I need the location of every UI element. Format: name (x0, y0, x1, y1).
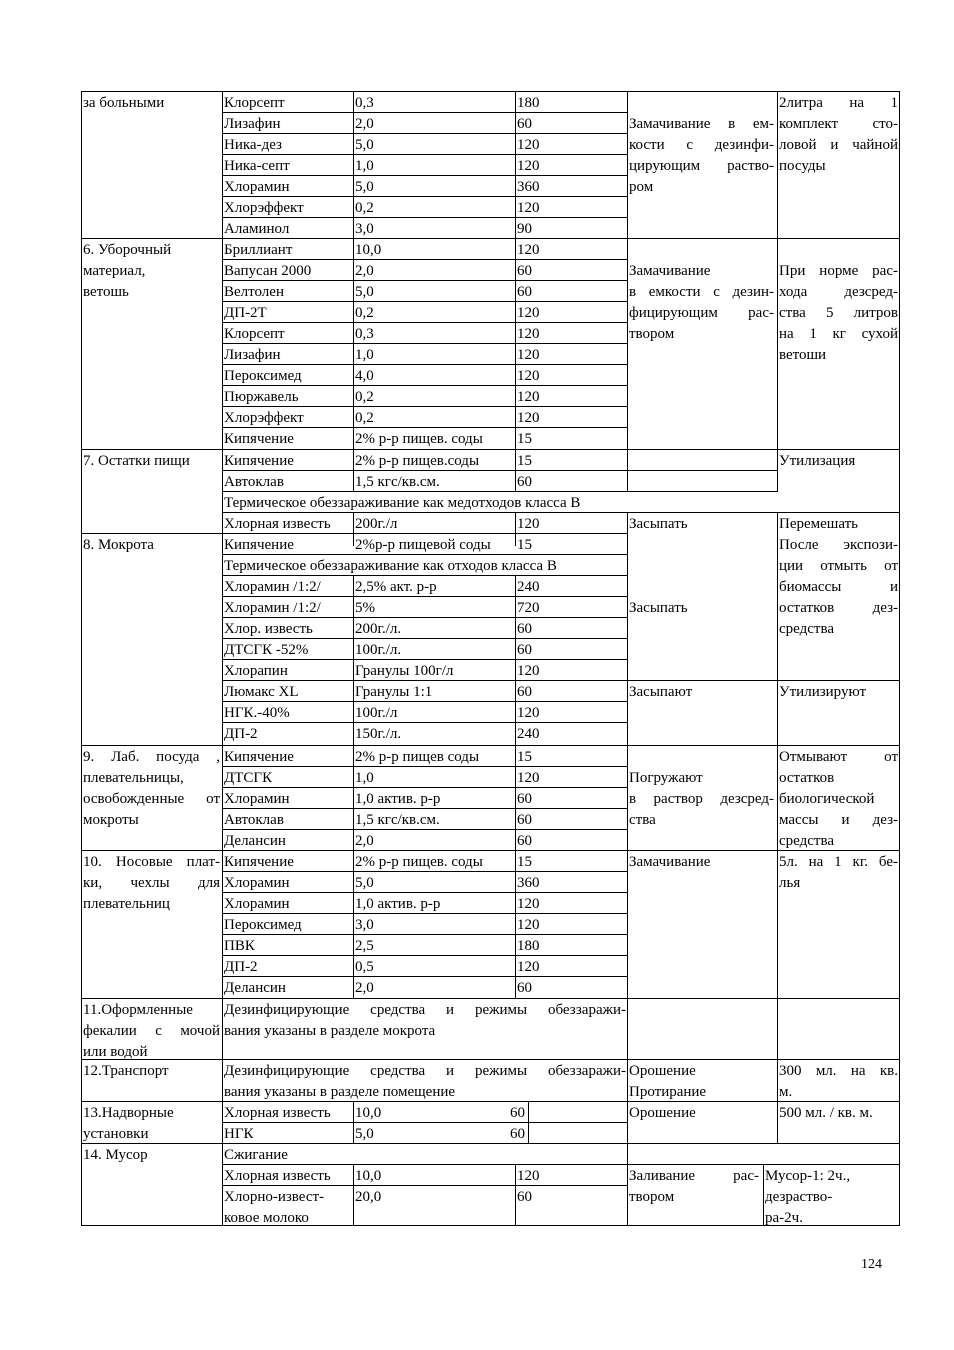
table-rule (81, 998, 900, 999)
method-cell: Орошение Протирание (629, 1063, 707, 1100)
concentration-cell: 3,0 (355, 221, 374, 237)
exposure-cell: 60 (517, 116, 532, 132)
exposure-cell: 120 (517, 389, 540, 405)
method-cell: Заливание рас- твором (629, 1168, 759, 1205)
table-rule (222, 364, 628, 365)
exposure-cell: 120 (517, 368, 540, 384)
exposure-cell: 180 (517, 95, 540, 111)
concentration-cell: 2%р-р пищевой соды (355, 537, 491, 553)
agent-cell: ДТСГК (224, 770, 273, 786)
concentration-cell: 100г./л (355, 705, 398, 721)
agent-cell: Делансин (224, 980, 286, 996)
exposure-cell: 120 (517, 705, 540, 721)
agent-cell: Хлорамин (224, 896, 290, 912)
table-rule (222, 680, 900, 681)
concentration-cell: 20,0 (355, 1189, 382, 1205)
object-cell: 12.Транспорт (83, 1063, 169, 1079)
note-cell: Перемешать После экспози- ции отмыть от биомассы и остатков дез- средства (779, 516, 898, 637)
agent-cell: Хлорамин /1:2/ (224, 579, 321, 595)
table-rule (222, 491, 778, 492)
agent-cell: ДП-2 (224, 959, 258, 975)
agent-cell: Лизафин (224, 116, 281, 132)
exposure-cell: 15 (517, 749, 532, 765)
concentration-cell: 1,5 кгс/кв.см. (355, 812, 440, 828)
table-rule (222, 470, 778, 471)
exposure-cell: 60 (517, 284, 532, 300)
agent-cell: Кипячение (224, 453, 294, 469)
concentration-cell: 1,0 (355, 158, 374, 174)
table-rule (222, 1164, 900, 1165)
agent-cell: Вапусан 2000 (224, 263, 312, 279)
exposure-cell: 240 (517, 579, 540, 595)
exposure-cell: 15 (517, 854, 532, 870)
agent-cell: НГК.-40% (224, 705, 290, 721)
agent-cell: ДП-2Т (224, 305, 267, 321)
concentration-cell: Гранулы 100г/л (355, 663, 454, 679)
exposure-cell: 720 (517, 600, 540, 616)
agent-cell: Хлорная известь (224, 516, 331, 532)
concentration-cell: 5,0 (355, 179, 374, 195)
agent-cell: Ника-дез (224, 137, 282, 153)
agent-cell: Хлорамин /1:2/ (224, 600, 321, 616)
exposure-cell: 120 (517, 326, 540, 342)
agent-cell: Хлорапин (224, 663, 288, 679)
agent-cell: Ника-септ (224, 158, 290, 174)
table-rule (353, 1164, 354, 1226)
burn-cell: Сжигание (224, 1147, 288, 1163)
agent-cell: Пероксимед (224, 368, 302, 384)
exposure-cell: 60 (517, 833, 532, 849)
method-cell: Засыпать (629, 600, 688, 616)
exposure-cell: 60 (517, 1189, 532, 1205)
table-rule (899, 91, 900, 1226)
method-cell: Замачивание в ем- кости с дезинфи- цирующим раство- ром (629, 116, 774, 195)
concentration-cell: 2% р-р пищев. соды (355, 431, 483, 447)
table-rule (222, 955, 628, 956)
object-cell: 6. Уборочный материал, ветошь (83, 242, 172, 300)
exposure-cell: 360 (517, 179, 540, 195)
concentration-cell: 2% р-р пищев. соды (355, 854, 483, 870)
concentration-cell: 3,0 (355, 917, 374, 933)
exposure-cell: 15 (517, 453, 532, 469)
method-cell: Замачивание (629, 854, 711, 870)
concentration-cell: 2,0 (355, 833, 374, 849)
method-cell: Засыпают (629, 684, 693, 700)
agent-cell: Клорсепт (224, 326, 285, 342)
concentration-cell: 1,0 актив. р-р (355, 791, 441, 807)
agent-cell: Пюржавель (224, 389, 299, 405)
object-cell: 13.Надворные установки (83, 1105, 174, 1142)
agent-cell: Кипячение (224, 431, 294, 447)
agent-cell: Хлорэффект (224, 410, 304, 426)
table-rule (763, 1164, 764, 1226)
exposure-cell: 60 (517, 263, 532, 279)
table-rule (81, 1143, 900, 1144)
agent-cell: ДП-2 (224, 726, 258, 742)
exposure-cell: 15 (517, 431, 532, 447)
concentration-cell: 200г./л. (355, 621, 402, 637)
table-rule (81, 745, 900, 746)
exposure-cell: 60 (517, 812, 532, 828)
exposure-cell: 120 (517, 1168, 540, 1184)
table-rule (515, 512, 516, 546)
concentration-cell: 0,2 (355, 200, 374, 216)
concentration-cell: 5,0 (355, 137, 374, 153)
agent-cell: Хлорамин (224, 179, 290, 195)
note-cell: Утилизируют (779, 684, 867, 700)
table-rule (777, 91, 778, 492)
table-rule (222, 322, 628, 323)
concentration-cell: 0,3 (355, 326, 374, 342)
concentration-cell: 2% р-р пищев соды (355, 749, 480, 765)
concentration-cell: 1,0 актив. р-р (355, 896, 441, 912)
agent-cell: Бриллиант (224, 242, 293, 258)
table-rule (222, 976, 628, 977)
agent-cell: НГК (224, 1126, 254, 1142)
concentration-cell: 0,2 (355, 305, 374, 321)
agent-cell: Хлорэффект (224, 200, 304, 216)
exposure-cell: 120 (517, 158, 540, 174)
agent-cell: Аламинол (224, 221, 290, 237)
concentration-cell: 200г./л (355, 516, 398, 532)
agent-cell: Клорсепт (224, 95, 285, 111)
object-cell: 8. Мокрота (83, 537, 154, 553)
merged-text-cell: Дезинфицирующие средства и режимы обеззаражи- вания указаны в разделе мокрота (224, 1002, 626, 1039)
agent-cell: Хлорамин (224, 875, 290, 891)
agent-cell: Хлорная известь (224, 1105, 331, 1121)
concentration-cell: Гранулы 1:1 (355, 684, 433, 700)
table-rule (627, 512, 628, 1226)
agent-cell: Хлор. известь (224, 621, 313, 637)
agent-cell: Кипячение (224, 854, 294, 870)
agent-cell: Пероксимед (224, 917, 302, 933)
object-cell: за больными (83, 95, 165, 111)
concentration-cell: 150г./л. (355, 726, 402, 742)
exposure-cell: 120 (517, 305, 540, 321)
note-cell: 5л. на 1 кг. бе- лья (779, 854, 898, 891)
exposure-cell: 120 (517, 663, 540, 679)
object-cell: 11.Оформленные фекалии с мочой или водой (83, 1002, 220, 1060)
exposure-cell: 180 (517, 938, 540, 954)
concentration-cell: 2,0 (355, 980, 374, 996)
table-rule (627, 91, 628, 492)
concentration-cell: 5,0 (355, 875, 374, 891)
agent-cell: ПВК (224, 938, 255, 954)
method-cell: Орошение (629, 1105, 696, 1121)
exposure-cell: 120 (517, 917, 540, 933)
table-rule (81, 91, 82, 1226)
table-rule (353, 512, 354, 546)
exposure-cell: 120 (517, 896, 540, 912)
exposure-cell: 60 (517, 621, 532, 637)
concentration-cell: 10,0 (355, 1105, 382, 1121)
agent-cell: Хлорная известь (224, 1168, 331, 1184)
table-rule (353, 91, 354, 492)
exposure-cell: 90 (517, 221, 532, 237)
concentration-cell: 5% (355, 600, 375, 616)
note-cell: Мусор-1: 2ч., дезраство- ра-2ч. (765, 1168, 851, 1226)
concentration-cell: 100г./л. (355, 642, 402, 658)
table-rule (81, 449, 900, 450)
table-rule (81, 850, 900, 851)
agent-cell: Хлорно-извест- ковое молоко (224, 1189, 325, 1226)
table-rule (515, 91, 516, 492)
exposure-cell: 60 (517, 474, 532, 490)
exposure-cell: 120 (517, 347, 540, 363)
concentration-cell: 2,0 (355, 116, 374, 132)
concentration-cell: 2% р-р пищев.соды (355, 453, 480, 469)
agent-cell: Велтолен (224, 284, 284, 300)
agent-cell: Кипячение (224, 537, 294, 553)
concentration-cell: 2,5% акт. р-р (355, 579, 437, 595)
table-rule (222, 787, 628, 788)
exposure-cell: 60 (517, 791, 532, 807)
exposure-cell: 60 (517, 642, 532, 658)
agent-cell: ДТСГК -52% (224, 642, 309, 658)
note-cell: 300 мл. на кв. м. (779, 1063, 898, 1100)
agent-cell: Хлорамин (224, 791, 290, 807)
object-cell: 9. Лаб. посуда , плевательницы, освобожденные от мокроты (83, 749, 220, 828)
exposure-cell: 120 (517, 137, 540, 153)
exposure-cell: 120 (517, 242, 540, 258)
concentration-cell: 5,0 (355, 1126, 374, 1142)
agent-cell: Делансин (224, 833, 286, 849)
concentration-cell: 0,2 (355, 410, 374, 426)
exposure-cell: 120 (517, 770, 540, 786)
exposure-cell: 60 (510, 1105, 525, 1121)
exposure-cell: 240 (517, 726, 540, 742)
object-cell: 10. Носовые плат- ки, чехлы для плевательниц (83, 854, 220, 912)
exposure-cell: 60 (517, 980, 532, 996)
note-cell: Утилизация (779, 453, 856, 469)
concentration-cell: 1,0 (355, 770, 374, 786)
page-number: 124 (861, 1257, 882, 1272)
concentration-cell: 4,0 (355, 368, 374, 384)
exposure-cell: 360 (517, 875, 540, 891)
concentration-cell: 10,0 (355, 1168, 382, 1184)
note-cell: Отмывают от остатков биологической массы и дез- средства (779, 749, 898, 849)
exposure-cell: 60 (510, 1126, 525, 1142)
agent-cell: Автоклав (224, 474, 284, 490)
agent-cell: Люмакс XL (224, 684, 299, 700)
agent-cell: Лизафин (224, 347, 281, 363)
thermal-cell: Термическое обеззараживание как отходов класса В (224, 558, 557, 574)
exposure-cell: 120 (517, 200, 540, 216)
concentration-cell: 0,5 (355, 959, 374, 975)
concentration-cell: 1,0 (355, 347, 374, 363)
table-rule (81, 533, 223, 534)
exposure-cell: 15 (517, 537, 532, 553)
table-rule (222, 154, 628, 155)
exposure-cell: 60 (517, 684, 532, 700)
concentration-cell: 2,5 (355, 938, 374, 954)
method-cell: Замачивание в емкости с дезин- фицирующим рас- твором (629, 263, 774, 342)
concentration-cell: 1,5 кгс/кв.см. (355, 474, 440, 490)
note-cell: 500 мл. / кв. м. (779, 1105, 873, 1121)
object-cell: 7. Остатки пищи (83, 453, 190, 469)
exposure-cell: 120 (517, 516, 540, 532)
merged-text-cell: Дезинфицирующие средства и режимы обеззаражи- вания указаны в разделе помещение (224, 1063, 626, 1100)
method-cell: Засыпать (629, 516, 688, 532)
thermal-cell: Термическое обеззараживание как медотходов класса В (224, 495, 581, 511)
table-rule (515, 1164, 516, 1226)
method-cell: Погружают в раствор дезсред- ства (629, 770, 774, 828)
note-cell: При норме рас- хода дезсред- ства 5 литров на 1 кг сухой ветоши (779, 263, 898, 363)
agent-cell: Автоклав (224, 812, 284, 828)
concentration-cell: 10,0 (355, 242, 382, 258)
note-cell: 2литра на 1 комплект сто- ловой и чайной посуды (779, 95, 898, 174)
exposure-cell: 120 (517, 410, 540, 426)
object-cell: 14. Мусор (83, 1147, 148, 1163)
concentration-cell: 0,2 (355, 389, 374, 405)
agent-cell: Кипячение (224, 749, 294, 765)
exposure-cell: 120 (517, 959, 540, 975)
concentration-cell: 5,0 (355, 284, 374, 300)
concentration-cell: 2,0 (355, 263, 374, 279)
table-rule (777, 512, 778, 1144)
concentration-cell: 0,3 (355, 95, 374, 111)
table-rule (81, 238, 900, 239)
table-rule (222, 133, 628, 134)
